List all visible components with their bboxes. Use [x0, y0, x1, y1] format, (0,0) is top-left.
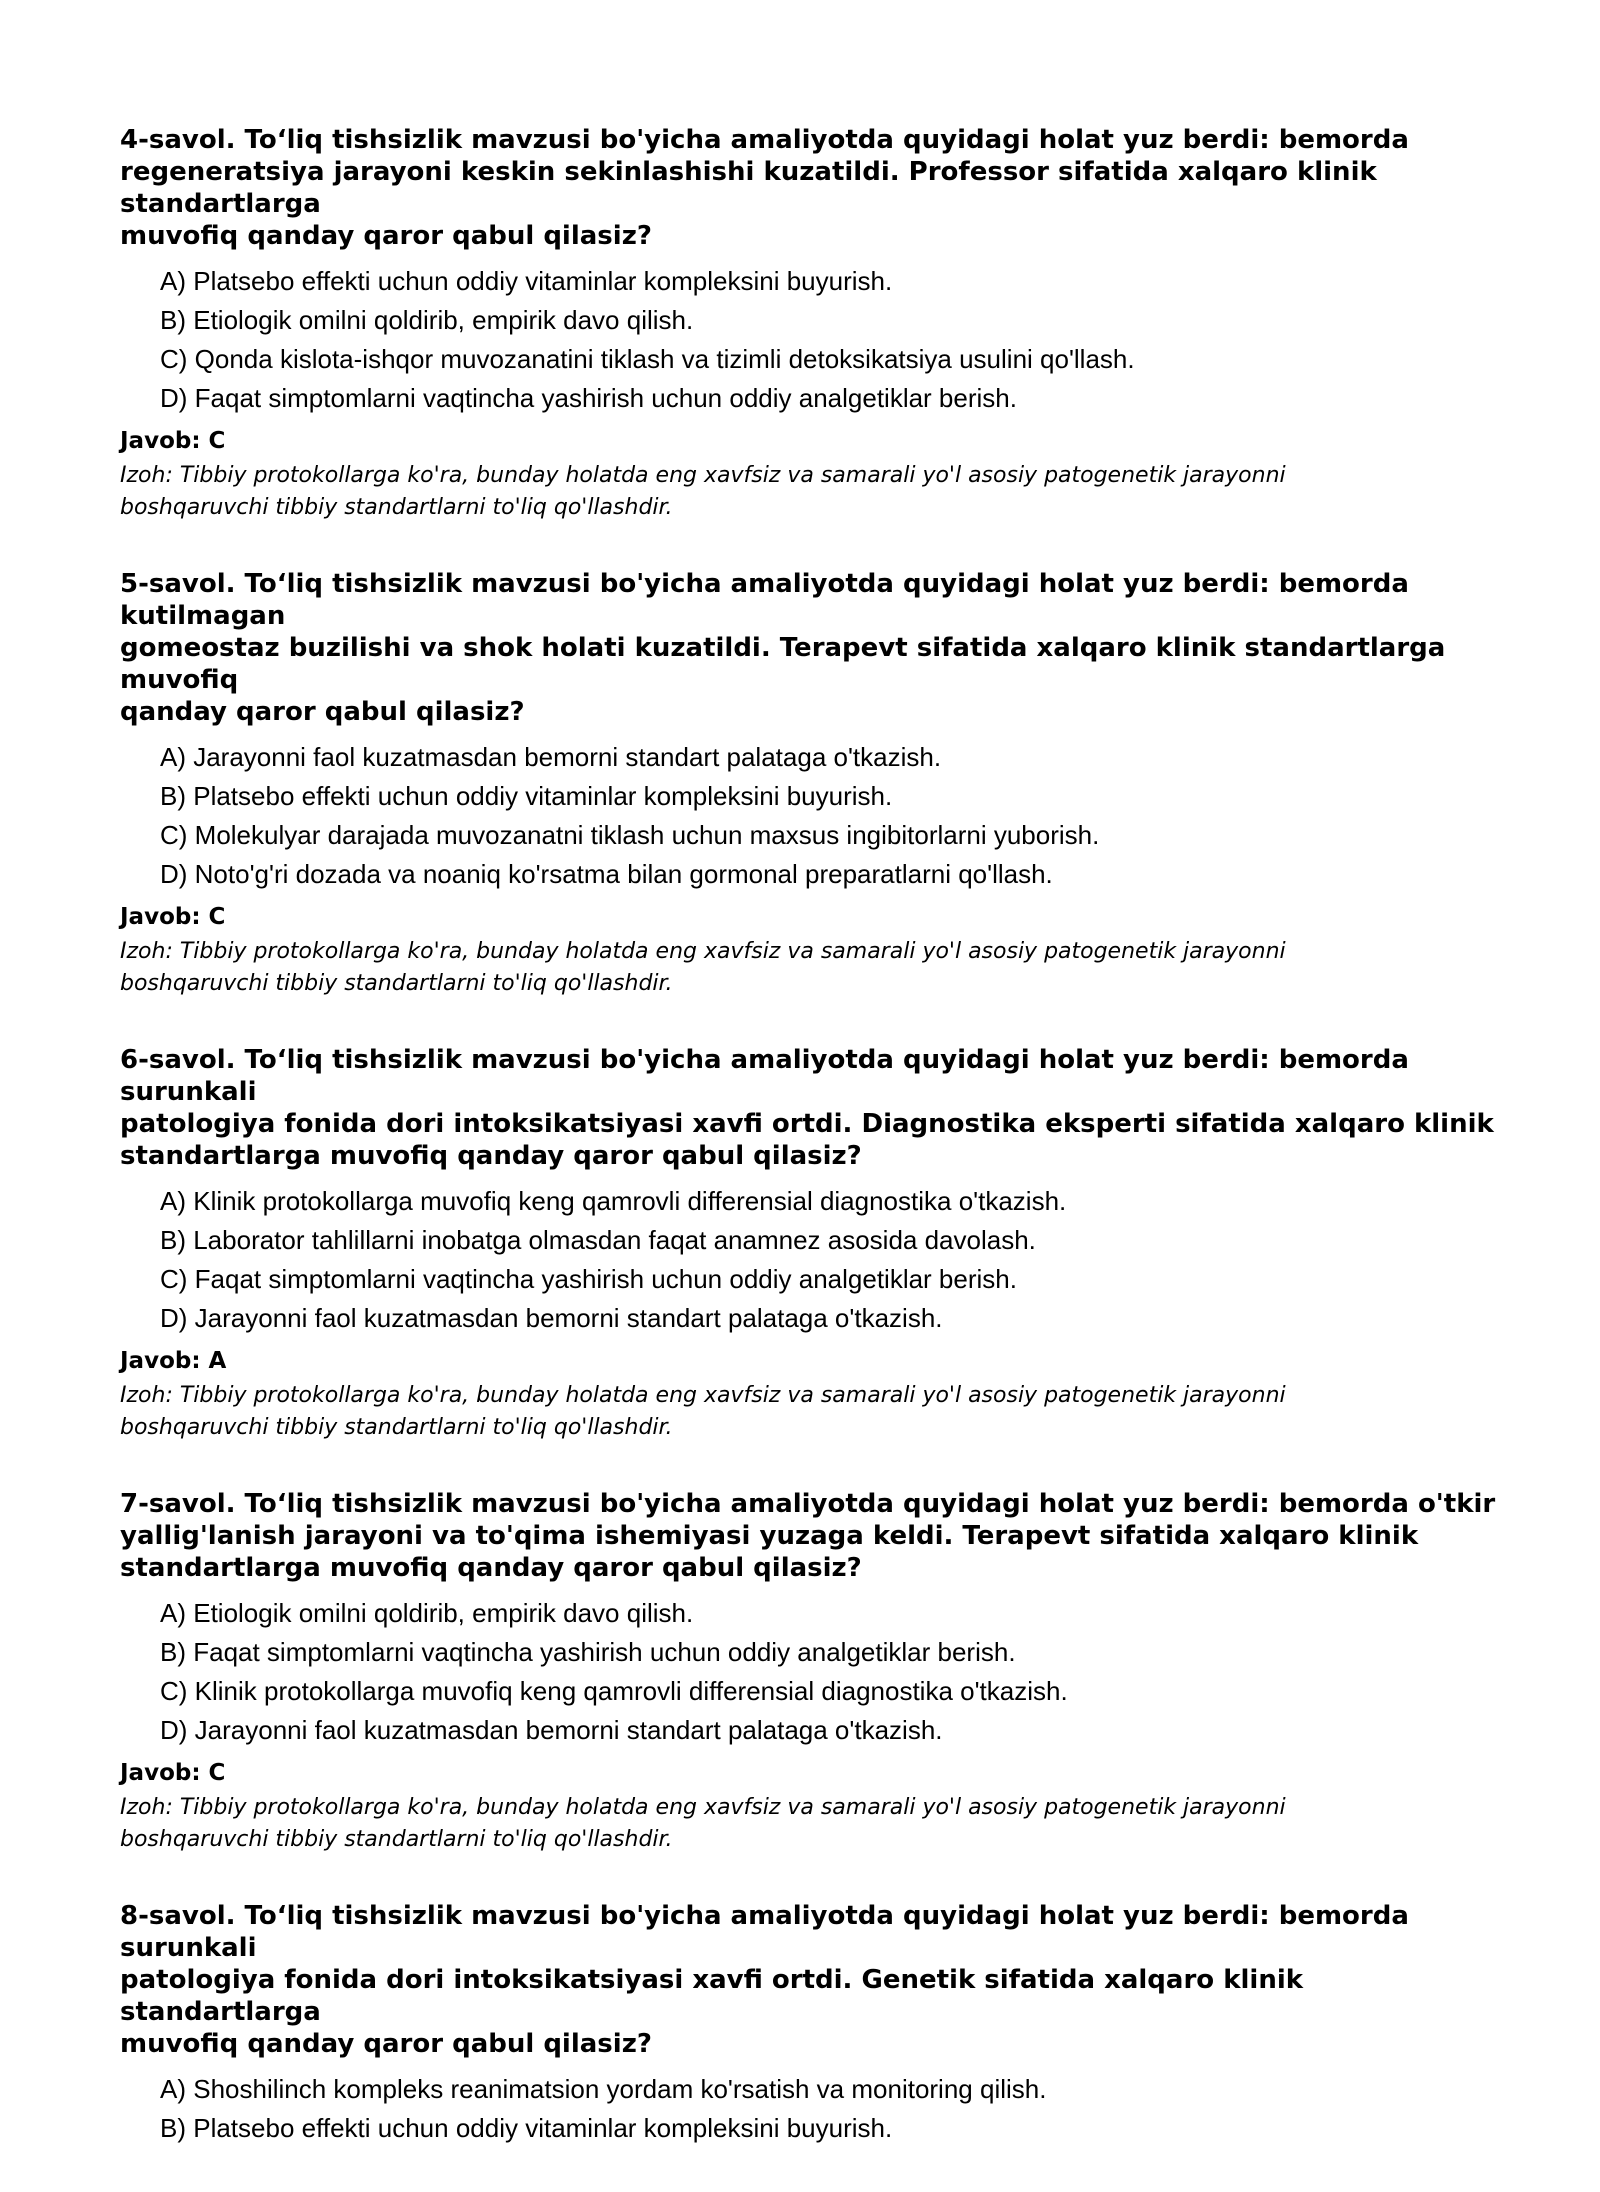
option-b: B) Faqat simptomlarni vaqtincha yashirish uchun oddiy analgetiklar berish. — [160, 1637, 1016, 1667]
option-a: A) Shoshilinch kompleks reanimatsion yordam ko'rsatish va monitoring qilish. — [160, 2074, 1047, 2104]
question-block — [120, 1044, 1500, 1444]
answer-label: Javob: C — [120, 428, 226, 454]
question-block — [120, 1488, 1500, 1856]
question-title: 7-savol. To‘liq tishsizlik mavzusi bo'yicha amaliyotda quyidagi holat yuz berdi: bemorda o'tkir yallig'lanish jarayoni va to'qima ishemiyasi yuzaga keldi. Terapevt sifatida xalqaro klinik standartlarga muvofiq qanday qaror qabul qilasiz? — [120, 1489, 1496, 1583]
options-list — [120, 738, 1500, 894]
option-d: D) Faqat simptomlarni vaqtincha yashirish uchun oddiy analgetiklar berish. — [160, 383, 1017, 413]
answer-label: Javob: C — [120, 904, 226, 930]
option-c: C) Molekulyar darajada muvozanatni tiklash uchun maxsus ingibitorlarni yuborish. — [160, 820, 1100, 850]
explanation-note: Izoh: Tibbiy protokollarga ko'ra, bunday holatda eng xavfsiz va samarali yo'l asosiy patogenetik jarayonni boshqaruvchi tibbiy standartlarni to'liq qo'llashdir. — [120, 1383, 1286, 1440]
options-list — [120, 1182, 1500, 1338]
question-block — [120, 1900, 1500, 2148]
option-c: C) Faqat simptomlarni vaqtincha yashirish uchun oddiy analgetiklar berish. — [160, 1264, 1017, 1294]
explanation-note: Izoh: Tibbiy protokollarga ko'ra, bunday holatda eng xavfsiz va samarali yo'l asosiy patogenetik jarayonni boshqaruvchi tibbiy standartlarni to'liq qo'llashdir. — [120, 939, 1286, 996]
option-d: D) Jarayonni faol kuzatmasdan bemorni standart palataga o'tkazish. — [160, 1715, 943, 1745]
question-title: 4-savol. To‘liq tishsizlik mavzusi bo'yicha amaliyotda quyidagi holat yuz berdi: bemorda regeneratsiya jarayoni keskin sekinlashishi kuzatildi. Professor sifatida xalqaro klinik standartlarga muvofiq qanday qaror qabul qilasiz? — [120, 125, 1409, 251]
answer-label: Javob: A — [120, 1348, 227, 1374]
question-title: 8-savol. To‘liq tishsizlik mavzusi bo'yicha amaliyotda quyidagi holat yuz berdi: bemorda surunkali patologiya fonida dori intoksikatsiyasi xavfi ortdi. Genetik sifatida xalqaro klinik standartlarga muvofiq qanday qaror qabul qilasiz? — [120, 1901, 1409, 2059]
answer-label: Javob: C — [120, 1760, 226, 1786]
option-b: B) Platsebo effekti uchun oddiy vitaminlar kompleksini buyurish. — [160, 781, 893, 811]
option-d: D) Noto'g'ri dozada va noaniq ko'rsatma bilan gormonal preparatlarni qo'llash. — [160, 859, 1053, 889]
question-block — [120, 124, 1500, 524]
option-b: B) Etiologik omilni qoldirib, empirik davo qilish. — [160, 305, 694, 335]
option-c: C) Qonda kislota-ishqor muvozanatini tiklash va tizimli detoksikatsiya usulini qo'llash. — [160, 344, 1135, 374]
question-title: 5-savol. To‘liq tishsizlik mavzusi bo'yicha amaliyotda quyidagi holat yuz berdi: bemorda kutilmagan gomeostaz buzilishi va shok holati kuzatildi. Terapevt sifatida xalqaro klinik standartlarga muvofiq qanday qaror qabul qilasiz? — [120, 569, 1446, 727]
question-title: 6-savol. To‘liq tishsizlik mavzusi bo'yicha amaliyotda quyidagi holat yuz berdi: bemorda surunkali patologiya fonida dori intoksikatsiyasi xavfi ortdi. Diagnostika eksperti sifatida xalqaro klinik standartlarga muvofiq qanday qaror qabul qilasiz? — [120, 1045, 1494, 1171]
options-list — [120, 262, 1500, 418]
option-a: A) Jarayonni faol kuzatmasdan bemorni standart palataga o'tkazish. — [160, 742, 942, 772]
question-block — [120, 568, 1500, 1000]
option-c: C) Klinik protokollarga muvofiq keng qamrovli differensial diagnostika o'tkazish. — [160, 1676, 1068, 1706]
option-a: A) Etiologik omilni qoldirib, empirik davo qilish. — [160, 1598, 694, 1628]
option-a: A) Klinik protokollarga muvofiq keng qamrovli differensial diagnostika o'tkazish. — [160, 1186, 1067, 1216]
option-b: B) Laborator tahlillarni inobatga olmasdan faqat anamnez asosida davolash. — [160, 1225, 1036, 1255]
option-a: A) Platsebo effekti uchun oddiy vitaminlar kompleksini buyurish. — [160, 266, 893, 296]
document-page — [120, 124, 1500, 2192]
option-b: B) Platsebo effekti uchun oddiy vitaminlar kompleksini buyurish. — [160, 2113, 893, 2143]
explanation-note: Izoh: Tibbiy protokollarga ko'ra, bunday holatda eng xavfsiz va samarali yo'l asosiy patogenetik jarayonni boshqaruvchi tibbiy standartlarni to'liq qo'llashdir. — [120, 1795, 1286, 1852]
options-list — [120, 1594, 1500, 1750]
options-list — [120, 2070, 1500, 2148]
option-d: D) Jarayonni faol kuzatmasdan bemorni standart palataga o'tkazish. — [160, 1303, 943, 1333]
explanation-note: Izoh: Tibbiy protokollarga ko'ra, bunday holatda eng xavfsiz va samarali yo'l asosiy patogenetik jarayonni boshqaruvchi tibbiy standartlarni to'liq qo'llashdir. — [120, 463, 1286, 520]
